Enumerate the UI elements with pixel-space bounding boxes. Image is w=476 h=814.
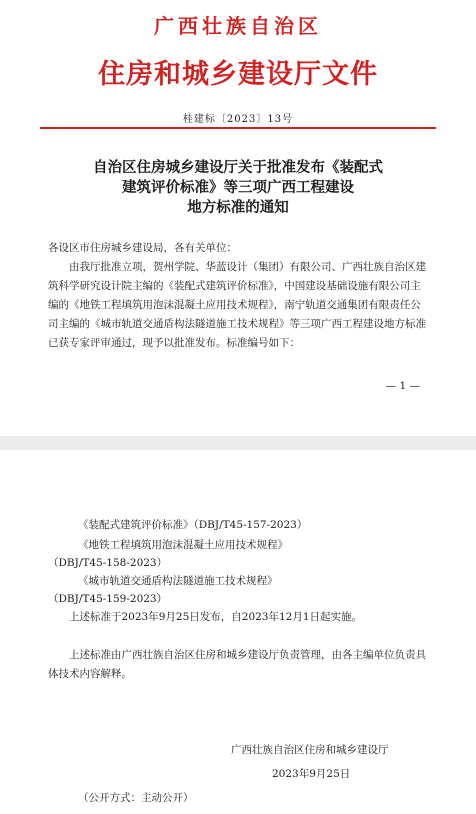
title-line-2: 建筑评价标准》等三项广西工程建设 (122, 179, 354, 196)
standard-2-name: 《地铁工程填筑用泡沫混凝土应用技术规程》 (78, 539, 288, 551)
red-divider (40, 127, 436, 129)
standard-3-name: 《城市轨道交通盾构法隧道施工技术规程》 (78, 575, 278, 587)
standard-2-code: （DBJ/T45-158-2023） (48, 557, 168, 569)
document-header: 住房和城乡建设厅文件 (98, 59, 378, 90)
body-paragraph-2: 上述标准于2023年9月25日发布，自2023年12月1日起实施。 (69, 611, 363, 623)
issuer-name: 广西壮族自治区 (154, 14, 322, 38)
document-page-2 (0, 450, 476, 814)
title-line-3: 地方标准的通知 (187, 199, 289, 216)
body-paragraph-1: 由我厅批准立项，贺州学院、华蓝设计（集团）有限公司、广西壮族自治区建筑科学研究设计院主编的《装配式建筑评价标准》，中国建设基础设施有限公司主编的《地铁工程填筑用泡沫混凝土应用技术规程》，南宁轨道交通集团有限责任公司主编的《城市轨道交通盾构法隧道施工技术规程》等三项广西工程建设地方标准已获专家评审通过，现予以批准发布。标准编号如下： (48, 261, 426, 349)
title-line-1: 自治区住房城乡建设厅关于批准发布《装配式 (93, 159, 383, 176)
signature-date: 2023年9月25日 (272, 768, 351, 780)
disclosure-method: （公开方式：主动公开） (78, 792, 194, 804)
body-paragraph-3: 上述标准由广西壮族自治区住房和城乡建设厅负责管理，由各主编单位负责具体技术内容解释。 (48, 649, 426, 680)
salutation: 各设区市住房城乡建设局，各有关单位： (48, 242, 237, 254)
signature-organization: 广西壮族自治区住房和城乡建设厅 (231, 744, 389, 756)
standard-1: 《装配式建筑评价标准》（DBJ/T45-157-2023） (78, 519, 308, 531)
page-number: — 1 — (385, 380, 420, 392)
document-number: 桂建标〔2023〕13号 (182, 114, 294, 125)
standard-3-code: （DBJ/T45-159-2023） (48, 593, 168, 605)
